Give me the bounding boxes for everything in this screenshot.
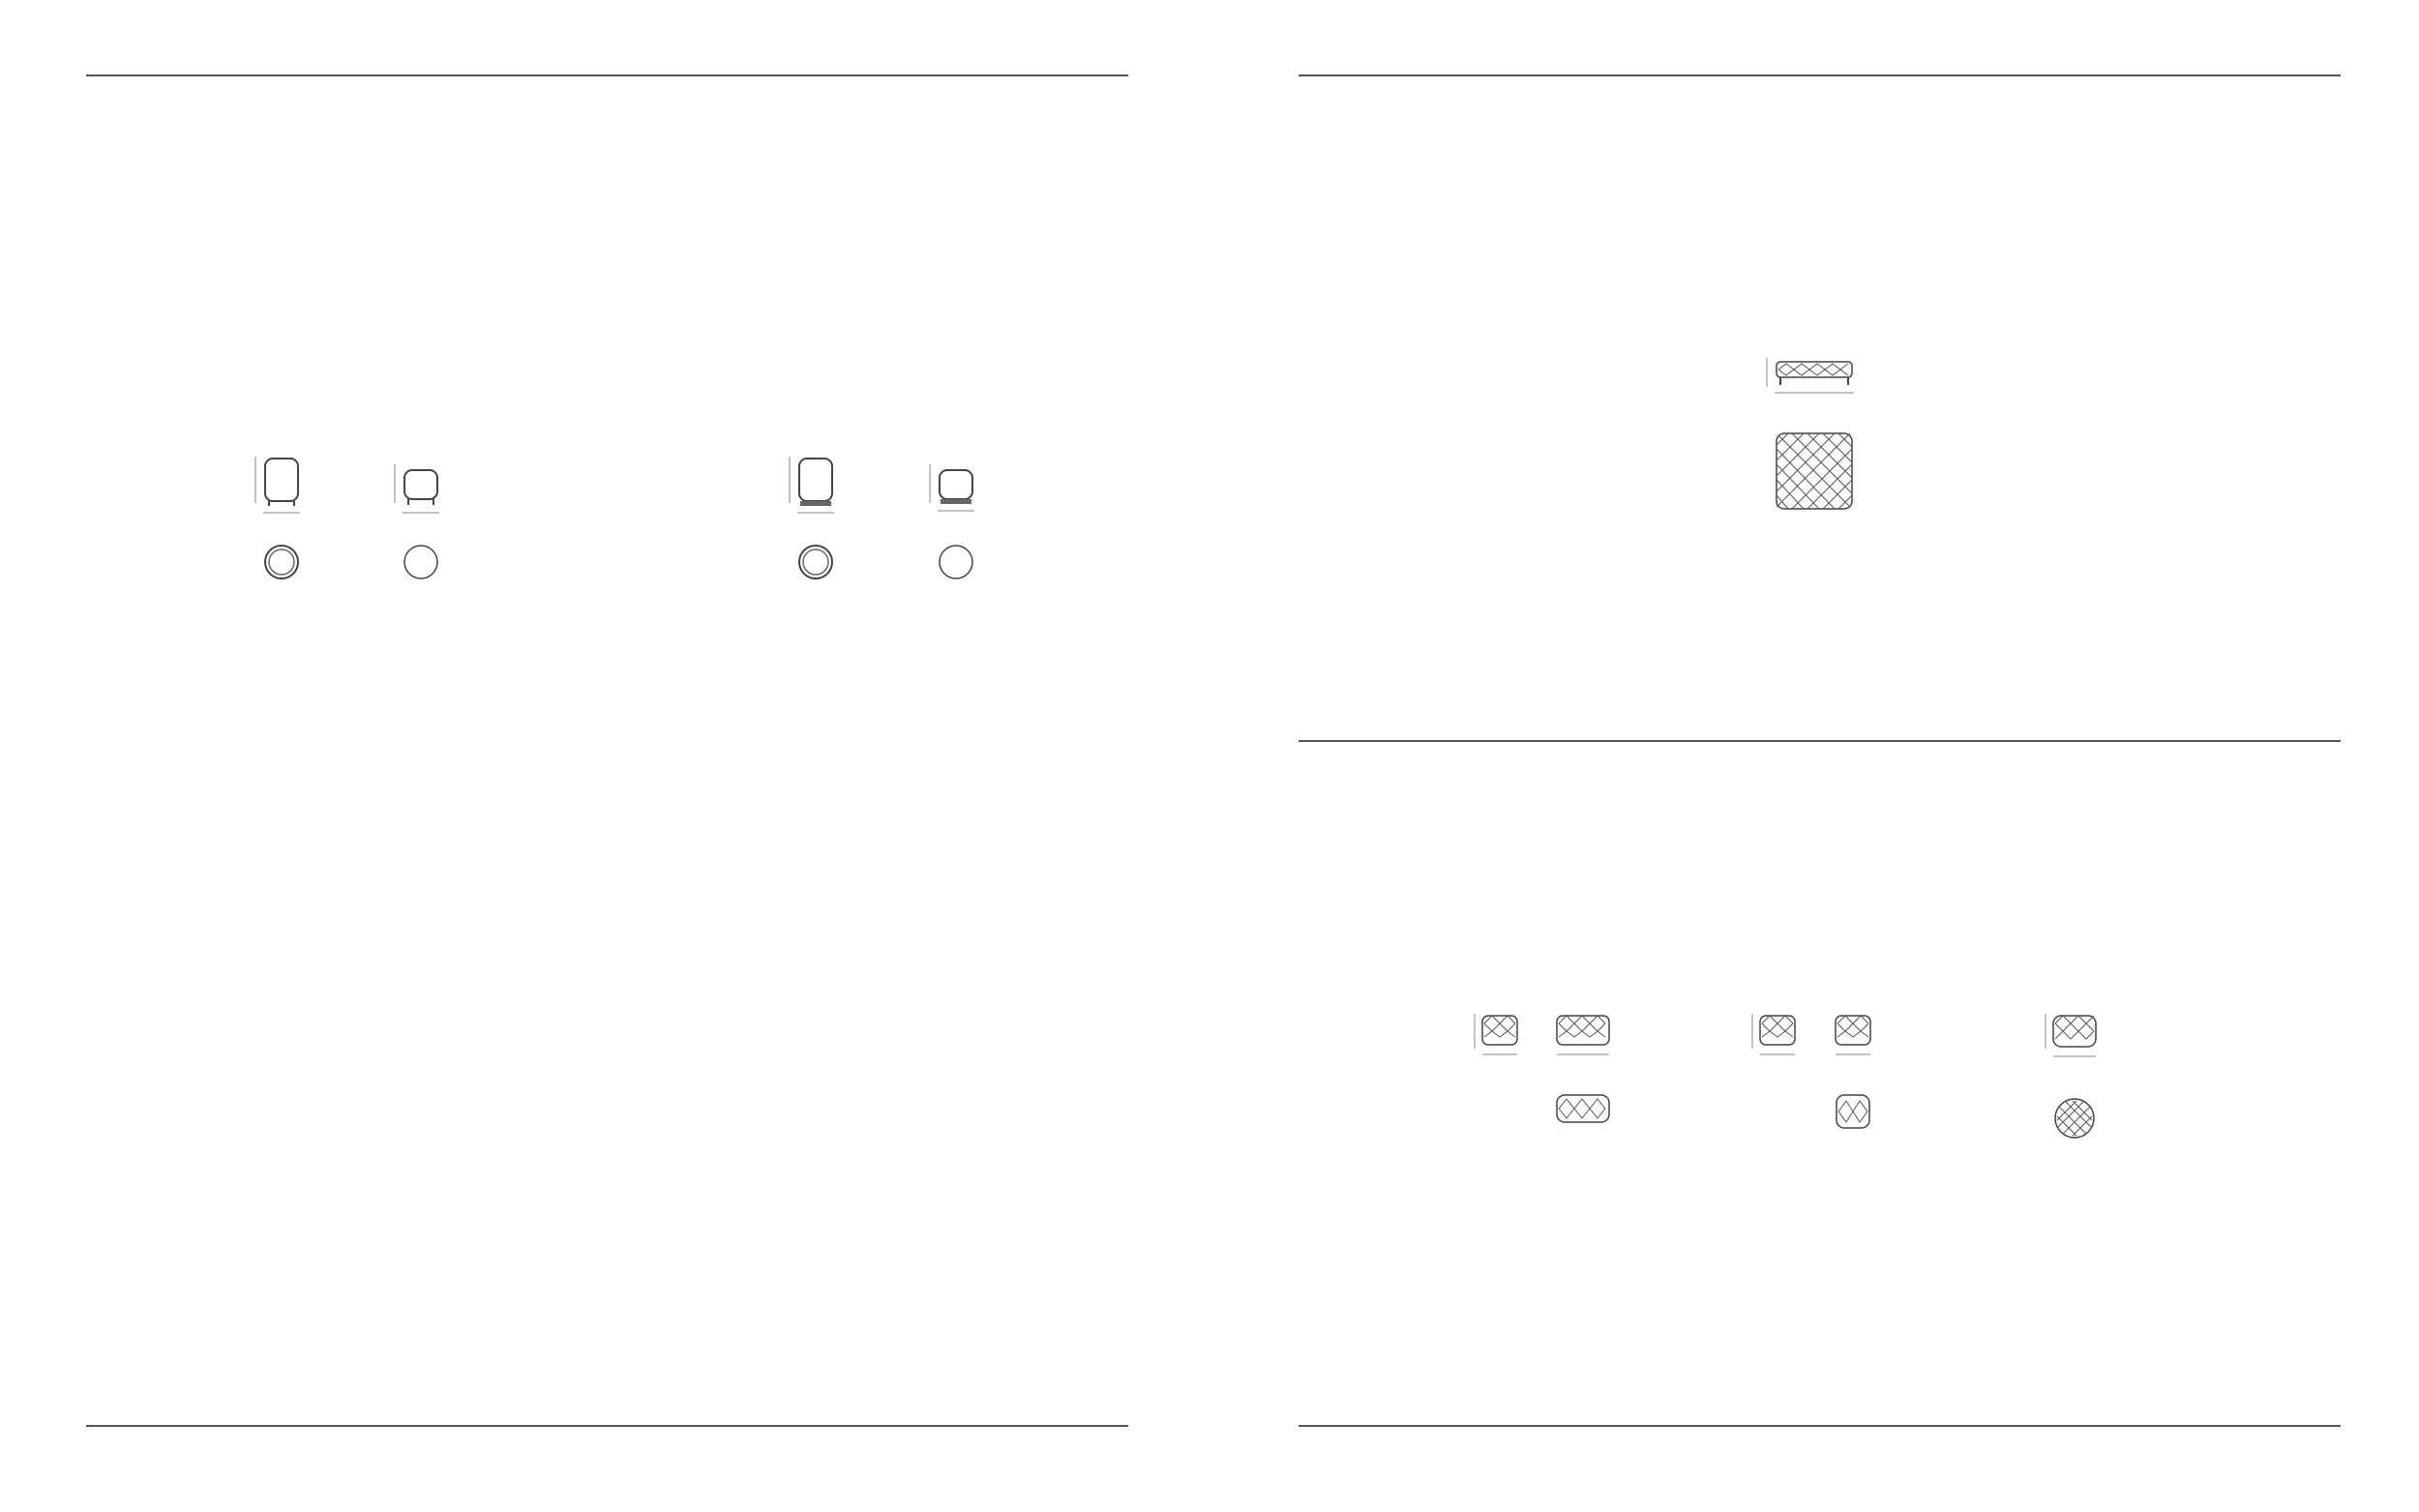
bottom-rule-right xyxy=(1299,1425,2341,1427)
elliot-elevation xyxy=(1765,356,1862,395)
tresor-45-elevation-b xyxy=(1834,1012,1882,1060)
top-rule-left xyxy=(86,74,1128,76)
mid-rule-right xyxy=(1299,740,2341,742)
domino-tall-feet-elevation xyxy=(254,455,312,524)
domino-tall-feet-plan xyxy=(263,544,302,582)
domino-low-base-elevation xyxy=(928,462,986,520)
domino-tall-base-elevation xyxy=(788,455,846,524)
tresor-layout-list xyxy=(1316,1275,2332,1281)
tresor-65-side-elevation xyxy=(1555,1012,1613,1060)
domino-low-feet-elevation xyxy=(393,462,451,520)
tresor-round-elevation xyxy=(2044,1012,2102,1070)
tresor-45-elevation-a xyxy=(1750,1012,1799,1060)
elliot-plan xyxy=(1775,431,1856,513)
tresor-45-front-elevation xyxy=(1473,1012,1521,1060)
bottom-rule-left xyxy=(86,1425,1128,1427)
domino-low-feet-plan xyxy=(403,544,441,582)
domino-tall-base-plan xyxy=(797,544,836,582)
tresor-round-plan xyxy=(2053,1097,2100,1143)
top-rule-right xyxy=(1299,74,2341,76)
tresor-45-plan xyxy=(1835,1093,1873,1132)
domino-low-base-plan xyxy=(938,544,976,582)
tresor-65-plan xyxy=(1555,1093,1613,1128)
